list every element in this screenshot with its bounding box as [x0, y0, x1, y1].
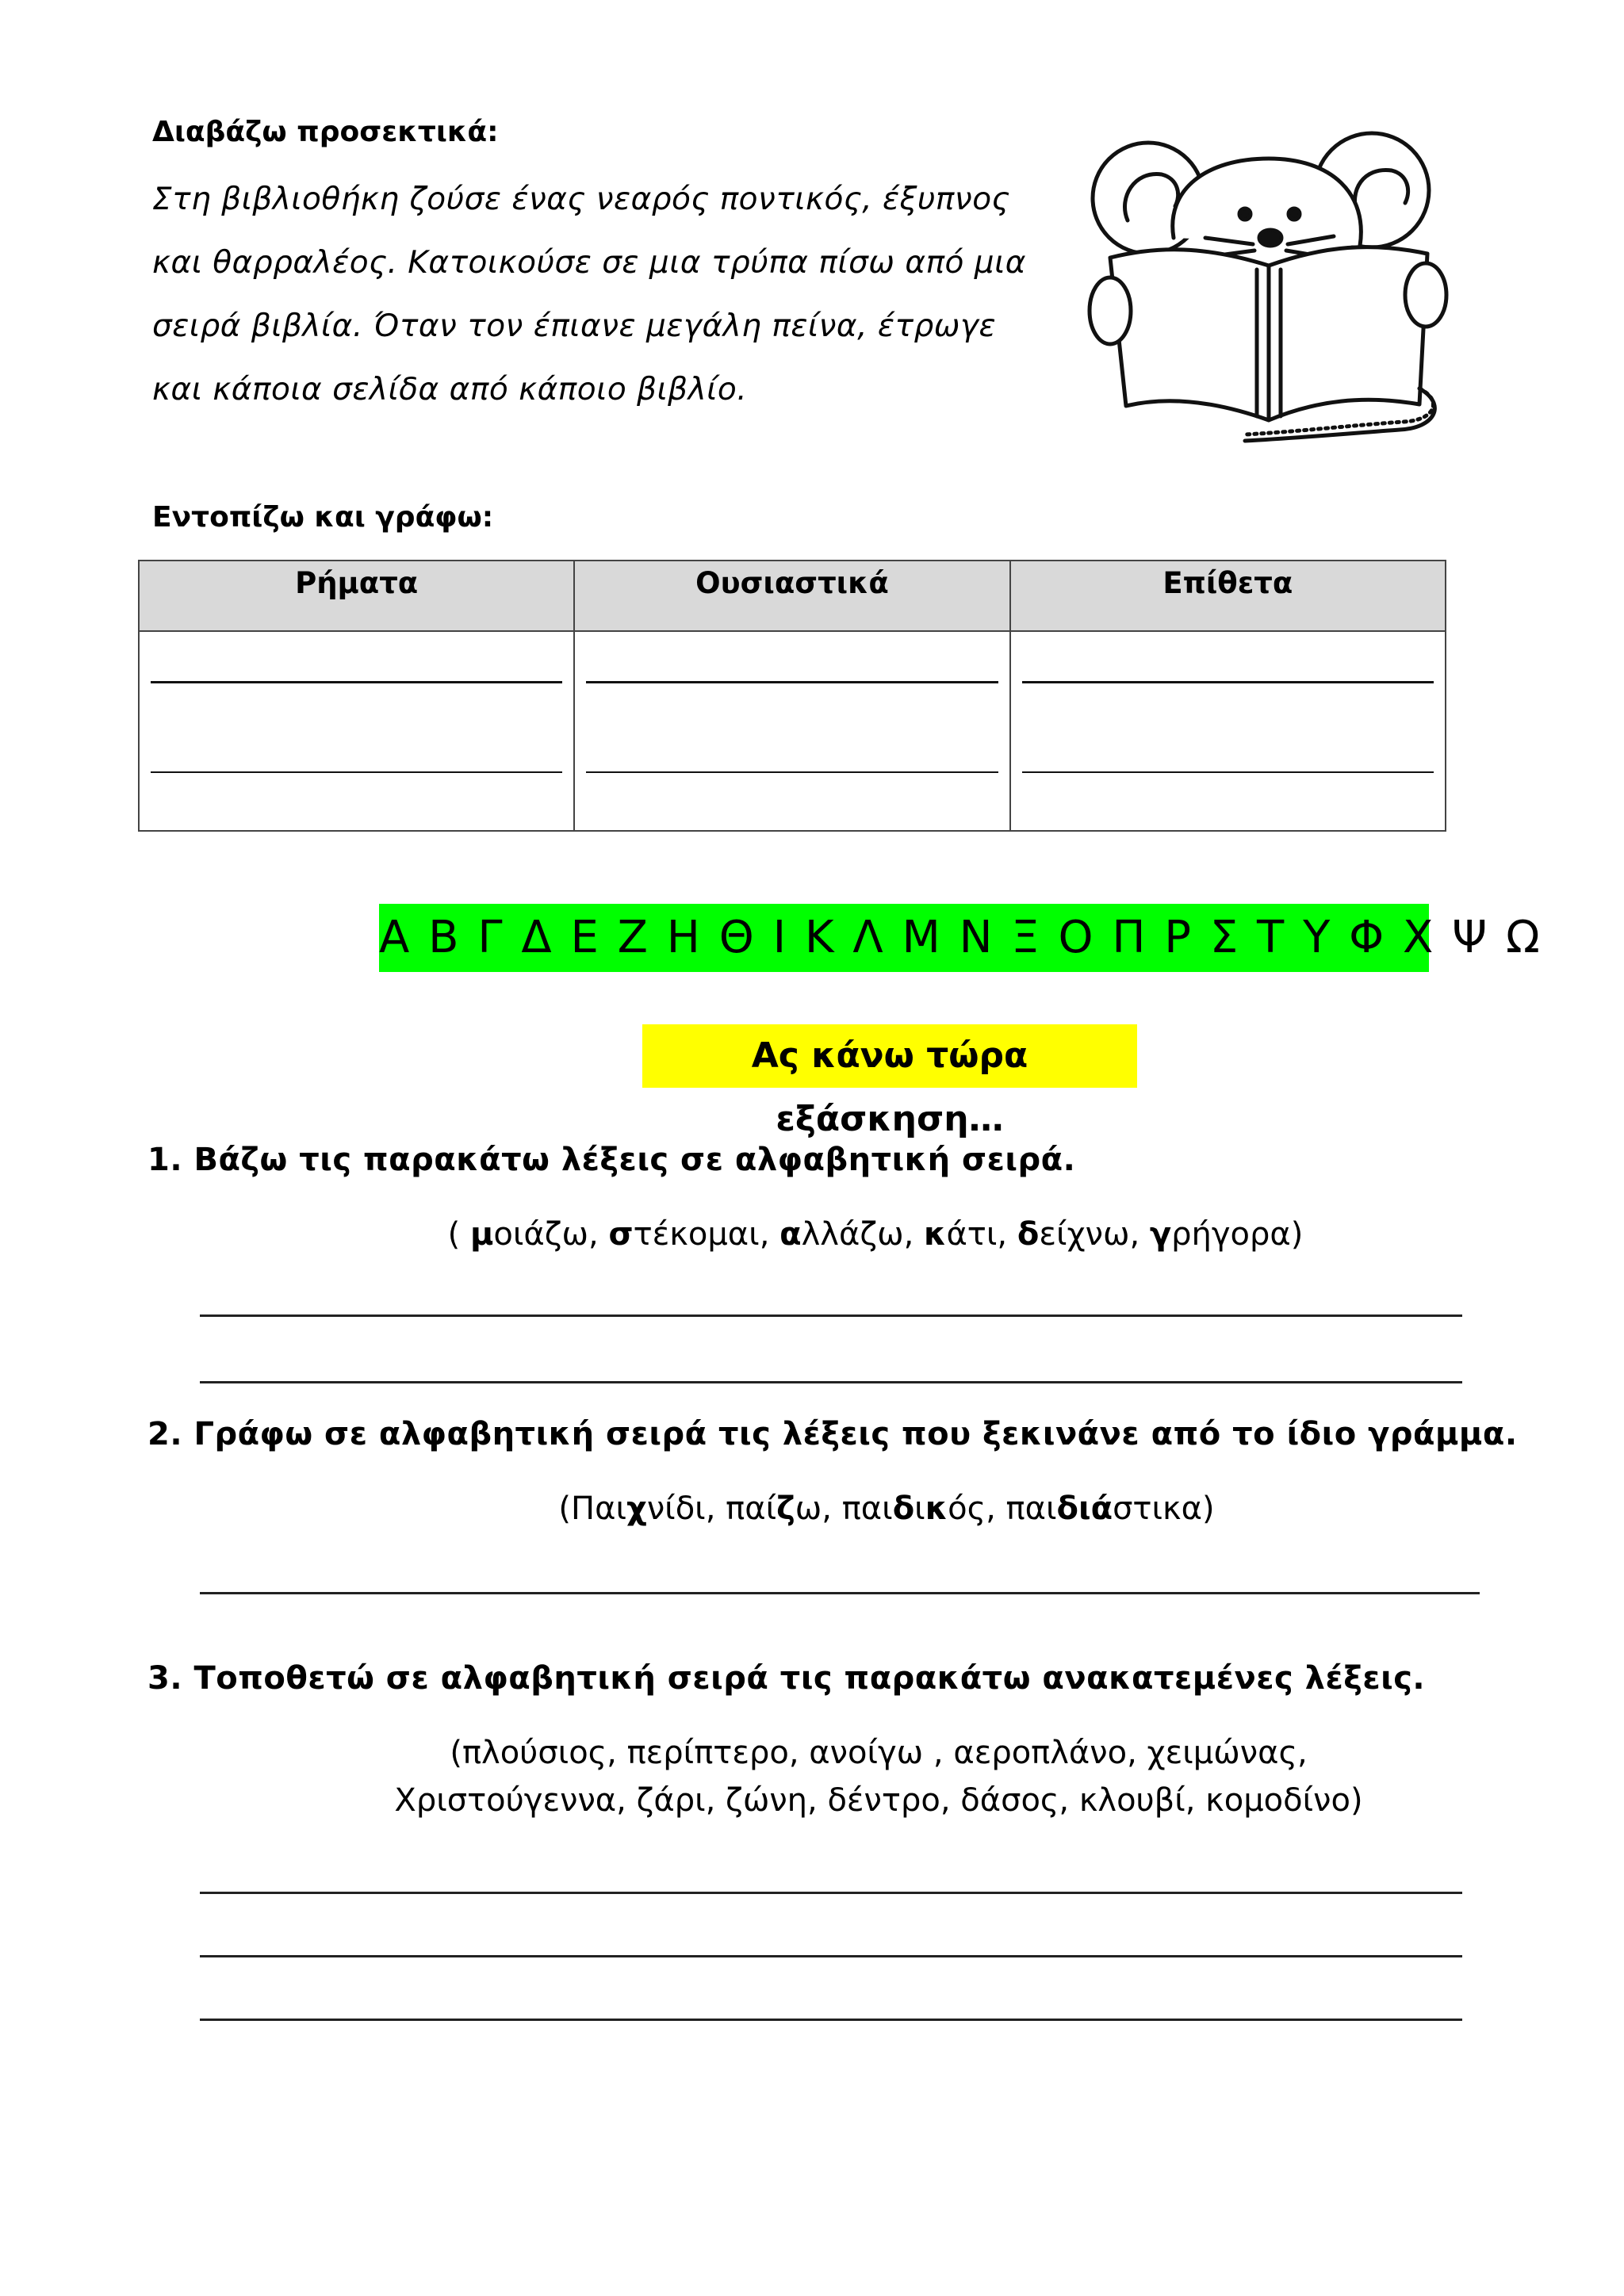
word-text: λλάζω,: [801, 1216, 925, 1253]
word-text: ρήγορα): [1171, 1216, 1304, 1253]
story-line: Στη βιβλιοθήκη ζούσε ένας νεαρός ποντικός, έξυπνος: [152, 182, 1010, 217]
answer-line: [1022, 681, 1434, 683]
word-text: νίδι,: [646, 1490, 726, 1527]
exercise-3-title: 3. Τοποθετώ σε αλφαβητική σειρά τις παρακάτω ανακατεμένες λέξεις.: [147, 1660, 1426, 1697]
answer-line[interactable]: [200, 2019, 1462, 2021]
highlighted-letters: δ: [1017, 1216, 1040, 1253]
word-text: τέκομαι,: [633, 1216, 780, 1253]
answer-line: [151, 771, 562, 773]
word-text: ός,: [948, 1490, 1006, 1527]
exercise-3-words-line-2: Χριστούγεννα, ζάρι, ζώνη, δέντρο, δάσος, κλουβί, κομοδίνο): [394, 1782, 1363, 1819]
word-text: (: [447, 1216, 470, 1253]
word-text: ω,: [795, 1490, 842, 1527]
column-header: Επίθετα: [1010, 561, 1446, 631]
exercise-3-words-line-1: (πλούσιος, περίπτερο, ανοίγω , αεροπλάνο, χειμώνας,: [450, 1735, 1308, 1771]
answer-line[interactable]: [200, 1381, 1462, 1383]
answer-line[interactable]: [200, 1314, 1462, 1317]
highlighted-letters: σ: [608, 1216, 634, 1253]
answer-line: [586, 681, 998, 683]
answer-line[interactable]: [200, 1892, 1462, 1894]
highlighted-letters: ζ: [776, 1490, 795, 1527]
highlighted-letters: μ: [469, 1216, 494, 1253]
word-text: άτι,: [946, 1216, 1017, 1253]
word-text: στικα): [1113, 1490, 1215, 1527]
word-text: ι: [914, 1490, 925, 1527]
identify-title: Εντοπίζω και γράφω:: [152, 501, 494, 534]
mouse-reading-book-illustration: [1086, 127, 1459, 444]
word-text: παι: [841, 1490, 893, 1527]
answer-cell[interactable]: [1010, 631, 1446, 831]
reading-title: Διαβάζω προσεκτικά:: [152, 116, 499, 148]
word-text: παί: [726, 1490, 777, 1527]
highlighted-letters: κ: [925, 1490, 948, 1527]
story-text: [152, 168, 1026, 422]
word-text: παι: [1005, 1490, 1057, 1527]
exercise-2-title: 2. Γράφω σε αλφαβητική σειρά τις λέξεις που ξεκινάνε από το ίδιο γράμμα.: [147, 1416, 1518, 1452]
column-header: Ρήματα: [139, 561, 574, 631]
highlighted-letters: α: [779, 1216, 802, 1253]
practice-title: Ας κάνω τώρα εξάσκηση…: [642, 1024, 1137, 1088]
answer-line: [586, 771, 998, 773]
exercise-1-title: 1. Βάζω τις παρακάτω λέξεις σε αλφαβητική σειρά.: [147, 1142, 1076, 1178]
answer-line[interactable]: [200, 1592, 1480, 1594]
highlighted-letters: χ: [626, 1490, 647, 1527]
word-text: είχνω,: [1039, 1216, 1150, 1253]
highlighted-letters: διά: [1056, 1490, 1113, 1527]
exercise-2-words: [75, 1490, 1624, 1527]
story-line: σειρά βιβλία. Όταν τον έπιανε μεγάλη πείνα, έτρωγε: [152, 308, 997, 344]
answer-line[interactable]: [200, 1955, 1462, 1957]
answer-line: [151, 681, 562, 683]
greek-alphabet-banner: Α Β Γ Δ Ε Ζ Η Θ Ι Κ Λ Μ Ν Ξ Ο Π Ρ Σ Τ Υ Φ Χ Ψ Ω: [379, 904, 1429, 972]
word-classification-table: [138, 560, 1446, 832]
highlighted-letters: γ: [1149, 1216, 1172, 1253]
answer-line: [1022, 771, 1434, 773]
highlighted-letters: δ: [892, 1490, 915, 1527]
column-header: Ουσιαστικά: [574, 561, 1009, 631]
answer-cell[interactable]: [574, 631, 1009, 831]
highlighted-letters: κ: [924, 1216, 947, 1253]
word-text: (Παι: [558, 1490, 626, 1527]
story-line: και θαρραλέος. Κατοικούσε σε μια τρύπα πίσω από μια: [152, 245, 1027, 281]
word-text: οιάζω,: [493, 1216, 609, 1253]
exercise-1-words: [63, 1216, 1624, 1253]
answer-cell[interactable]: [139, 631, 574, 831]
story-line: και κάποια σελίδα από κάποιο βιβλίο.: [152, 372, 748, 408]
